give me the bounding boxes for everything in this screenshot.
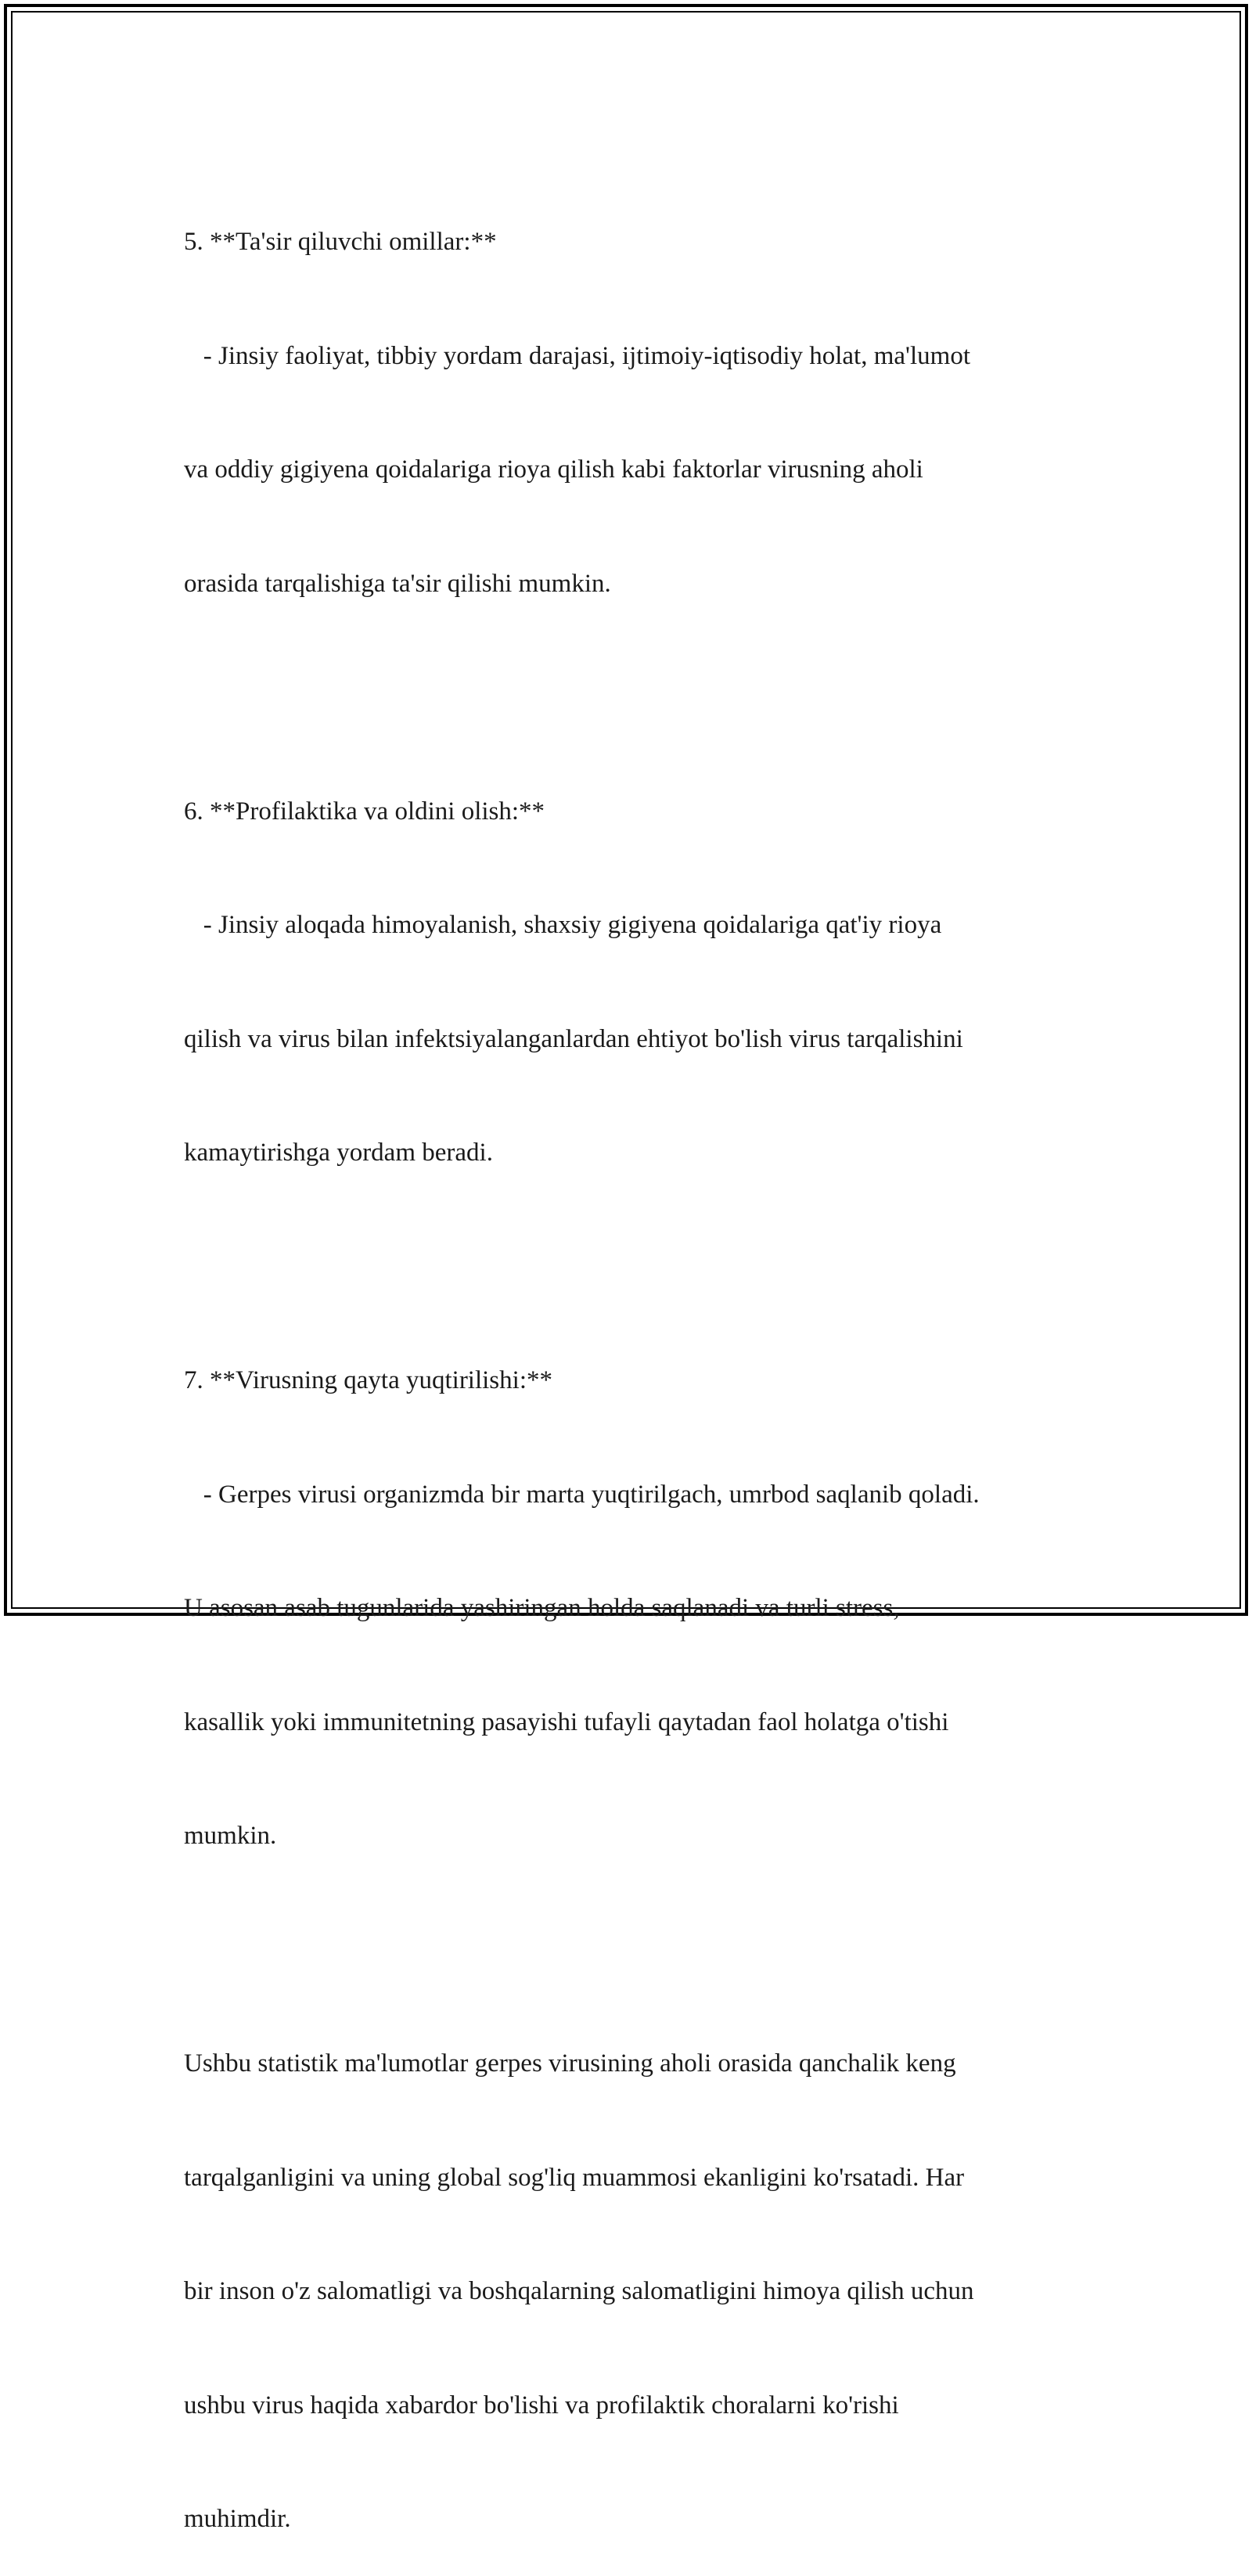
section-6-heading: 6. **Profilaktika va oldini olish:** [184, 797, 545, 826]
section-6-text-line-1: - Jinsiy aloqada himoyalanish, shaxsiy gigiyena qoidalariga qat'iy rioya [184, 911, 942, 939]
conclusion-line-4: ushbu virus haqida xabardor bo'lishi va profilaktik choralarni ko'rishi [184, 2391, 899, 2419]
section-5-text-line-3: orasida tarqalishiga ta'sir qilishi mumkin. [184, 569, 611, 598]
section-7-text-line-1: - Gerpes virusi organizmda bir marta yuqtirilgach, umrbod saqlanib qoladi. [184, 1480, 980, 1509]
section-6-text-line-3: kamaytirishga yordam beradi. [184, 1139, 493, 1167]
section-7-text-line-2: U asosan asab tugunlarida yashiringan holda saqlanadi va turli stress, [184, 1594, 900, 1622]
blank-line [184, 1931, 1076, 1970]
document-body [184, 147, 1076, 2576]
section-7-text-line-3: kasallik yoki immunitetning pasayishi tufayli qaytadan faol holatga o'tishi [184, 1707, 949, 1736]
conclusion-line-1: Ushbu statistik ma'lumotlar gerpes virusining aholi orasida qanchalik keng [184, 2049, 956, 2078]
section-6-text-line-2: qilish va virus bilan infektsiyalanganlardan ehtiyot bo'lish virus tarqalishini [184, 1024, 963, 1053]
blank-line [184, 1248, 1076, 1286]
section-5-text-line-2: va oddiy gigiyena qoidalariga rioya qilish kabi faktorlar virusning aholi [184, 455, 923, 484]
conclusion-line-5: muhimdir. [184, 2505, 291, 2533]
conclusion-line-2: tarqalganligini va uning global sog'liq muammosi ekanligini ko'rsatadi. Har [184, 2163, 965, 2192]
section-7-text-line-4: mumkin. [184, 1822, 277, 1850]
conclusion-line-3: bir inson o'z salomatligi va boshqalarning salomatligini himoya qilish uchun [184, 2277, 974, 2305]
section-7-heading: 7. **Virusning qayta yuqtirilishi:** [184, 1366, 552, 1394]
section-5-heading: 5. **Ta'sir qiluvchi omillar:** [184, 228, 497, 256]
section-5-text-line-1: - Jinsiy faoliyat, tibbiy yordam darajasi, ijtimoiy-iqtisodiy holat, ma'lumot [184, 341, 970, 370]
blank-line [184, 678, 1076, 717]
